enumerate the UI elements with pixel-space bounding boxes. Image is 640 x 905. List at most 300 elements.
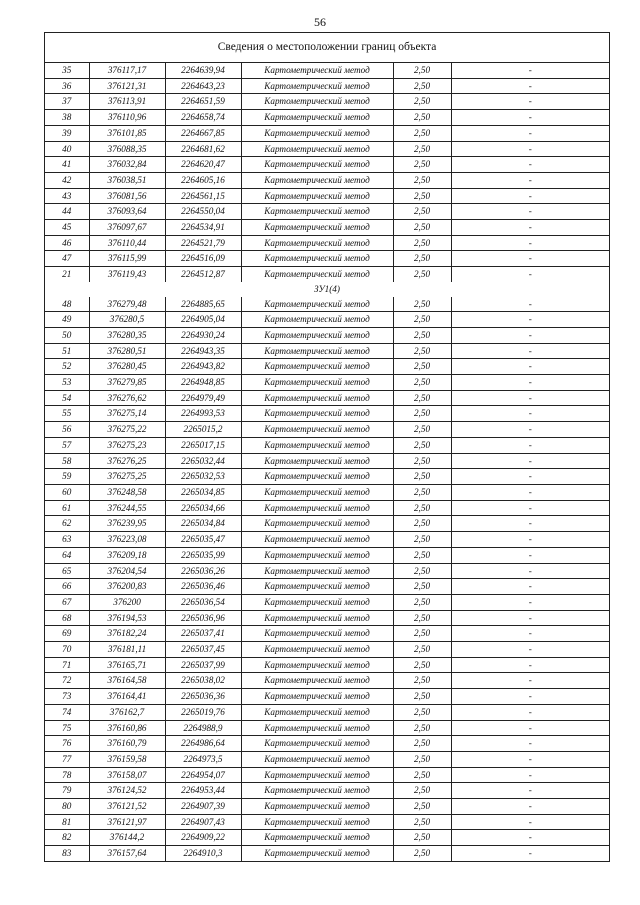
determination-method: Картометрический метод: [241, 673, 393, 689]
accuracy: 2,50: [393, 220, 451, 236]
description: -: [451, 312, 609, 328]
point-number: 80: [45, 799, 89, 815]
table-row: [45, 453, 609, 469]
table-row: [45, 720, 609, 736]
accuracy: 2,50: [393, 141, 451, 157]
coordinate-x: 376276,25: [89, 453, 165, 469]
accuracy: 2,50: [393, 484, 451, 500]
table-row: [45, 110, 609, 126]
description: -: [451, 235, 609, 251]
determination-method: Картометрический метод: [241, 63, 393, 78]
coordinate-x: 376097,67: [89, 220, 165, 236]
description: -: [451, 704, 609, 720]
point-number: 82: [45, 830, 89, 846]
table-row: [45, 469, 609, 485]
point-number: 72: [45, 673, 89, 689]
accuracy: 2,50: [393, 390, 451, 406]
coordinate-y: 2265037,41: [165, 626, 241, 642]
determination-method: Картометрический метод: [241, 453, 393, 469]
accuracy: 2,50: [393, 375, 451, 391]
coordinate-x: 376275,25: [89, 469, 165, 485]
table-row: [45, 422, 609, 438]
table-row: [45, 343, 609, 359]
coordinate-y: 2264953,44: [165, 783, 241, 799]
point-number: 67: [45, 594, 89, 610]
coordinate-x: 376081,56: [89, 188, 165, 204]
description: -: [451, 437, 609, 453]
coordinate-x: 376209,18: [89, 547, 165, 563]
point-number: 73: [45, 689, 89, 705]
determination-method: Картометрический метод: [241, 220, 393, 236]
table-row: [45, 516, 609, 532]
coordinate-x: 376165,71: [89, 657, 165, 673]
coordinate-y: 2264930,24: [165, 327, 241, 343]
description: -: [451, 626, 609, 642]
coordinate-x: 376280,51: [89, 343, 165, 359]
coordinate-y: 2264910,3: [165, 846, 241, 861]
point-number: 50: [45, 327, 89, 343]
coordinate-x: 376182,24: [89, 626, 165, 642]
coordinate-x: 376162,7: [89, 704, 165, 720]
point-number: 78: [45, 767, 89, 783]
coordinate-y: 2265038,02: [165, 673, 241, 689]
point-number: 77: [45, 751, 89, 767]
description: -: [451, 297, 609, 312]
accuracy: 2,50: [393, 63, 451, 78]
accuracy: 2,50: [393, 500, 451, 516]
point-number: 83: [45, 846, 89, 861]
coordinate-y: 2264973,5: [165, 751, 241, 767]
table-row: [45, 297, 609, 312]
point-number: 42: [45, 172, 89, 188]
table-row: [45, 532, 609, 548]
table-row: [45, 125, 609, 141]
table-row: [45, 157, 609, 173]
point-number: 53: [45, 375, 89, 391]
point-number: 71: [45, 657, 89, 673]
table-row: [45, 406, 609, 422]
point-number: 55: [45, 406, 89, 422]
table-row: [45, 610, 609, 626]
determination-method: Картометрический метод: [241, 188, 393, 204]
accuracy: 2,50: [393, 689, 451, 705]
point-number: 48: [45, 297, 89, 312]
table-row: [45, 767, 609, 783]
point-number: 21: [45, 267, 89, 282]
description: -: [451, 767, 609, 783]
determination-method: Картометрический метод: [241, 783, 393, 799]
determination-method: Картометрический метод: [241, 469, 393, 485]
table-row: [45, 327, 609, 343]
coordinate-x: 376121,52: [89, 799, 165, 815]
determination-method: Картометрический метод: [241, 312, 393, 328]
coordinate-x: 376275,23: [89, 437, 165, 453]
point-number: 62: [45, 516, 89, 532]
coordinate-x: 376144,2: [89, 830, 165, 846]
description: -: [451, 673, 609, 689]
coordinate-x: 376200: [89, 594, 165, 610]
description: -: [451, 642, 609, 658]
accuracy: 2,50: [393, 830, 451, 846]
point-number: 59: [45, 469, 89, 485]
description: -: [451, 736, 609, 752]
point-number: 61: [45, 500, 89, 516]
determination-method: Картометрический метод: [241, 110, 393, 126]
section-row: [45, 282, 609, 297]
coordinate-x: 376280,35: [89, 327, 165, 343]
description: -: [451, 720, 609, 736]
coordinate-y: 2265034,85: [165, 484, 241, 500]
point-number: 47: [45, 251, 89, 267]
determination-method: Картометрический метод: [241, 78, 393, 94]
determination-method: Картометрический метод: [241, 375, 393, 391]
coordinate-x: 376101,85: [89, 125, 165, 141]
determination-method: Картометрический метод: [241, 547, 393, 563]
coordinate-y: 2265035,47: [165, 532, 241, 548]
accuracy: 2,50: [393, 157, 451, 173]
point-number: 66: [45, 579, 89, 595]
description: -: [451, 594, 609, 610]
table-row: [45, 251, 609, 267]
coordinate-y: 2265036,46: [165, 579, 241, 595]
coordinate-x: 376280,45: [89, 359, 165, 375]
accuracy: 2,50: [393, 343, 451, 359]
description: -: [451, 94, 609, 110]
table-row: [45, 689, 609, 705]
accuracy: 2,50: [393, 422, 451, 438]
point-number: 49: [45, 312, 89, 328]
point-number: 36: [45, 78, 89, 94]
point-number: 40: [45, 141, 89, 157]
table-row: [45, 267, 609, 282]
table-row: [45, 390, 609, 406]
determination-method: Картометрический метод: [241, 751, 393, 767]
accuracy: 2,50: [393, 204, 451, 220]
accuracy: 2,50: [393, 594, 451, 610]
point-number: 81: [45, 814, 89, 830]
coordinate-y: 2264534,91: [165, 220, 241, 236]
coordinate-y: 2265015,2: [165, 422, 241, 438]
coordinate-y: 2264943,82: [165, 359, 241, 375]
coordinate-y: 2265035,99: [165, 547, 241, 563]
description: -: [451, 814, 609, 830]
coordinate-x: 376275,14: [89, 406, 165, 422]
coordinate-y: 2264907,43: [165, 814, 241, 830]
point-number: 41: [45, 157, 89, 173]
coordinate-x: 376158,07: [89, 767, 165, 783]
coordinate-x: 376121,97: [89, 814, 165, 830]
table-row: [45, 673, 609, 689]
table-row: [45, 814, 609, 830]
description: -: [451, 846, 609, 861]
determination-method: Картометрический метод: [241, 736, 393, 752]
point-number: 65: [45, 563, 89, 579]
coordinate-y: 2264605,16: [165, 172, 241, 188]
description: -: [451, 390, 609, 406]
table-row: [45, 312, 609, 328]
coordinate-x: 376279,85: [89, 375, 165, 391]
description: -: [451, 375, 609, 391]
description: -: [451, 204, 609, 220]
coordinate-x: 376276,62: [89, 390, 165, 406]
table-row: [45, 188, 609, 204]
table-row: [45, 359, 609, 375]
determination-method: Картометрический метод: [241, 94, 393, 110]
table-row: [45, 63, 609, 78]
coordinate-y: 2264516,09: [165, 251, 241, 267]
coordinate-y: 2265017,15: [165, 437, 241, 453]
point-number: 52: [45, 359, 89, 375]
coordinate-y: 2264988,9: [165, 720, 241, 736]
determination-method: Картометрический метод: [241, 657, 393, 673]
accuracy: 2,50: [393, 610, 451, 626]
point-number: 57: [45, 437, 89, 453]
accuracy: 2,50: [393, 642, 451, 658]
coordinate-y: 2264620,47: [165, 157, 241, 173]
table-row: [45, 78, 609, 94]
section-label: ЗУ1(4): [314, 283, 340, 294]
determination-method: Картометрический метод: [241, 626, 393, 642]
determination-method: Картометрический метод: [241, 125, 393, 141]
accuracy: 2,50: [393, 736, 451, 752]
coordinate-x: 376239,95: [89, 516, 165, 532]
point-number: 68: [45, 610, 89, 626]
table-row: [45, 437, 609, 453]
point-number: 64: [45, 547, 89, 563]
accuracy: 2,50: [393, 94, 451, 110]
accuracy: 2,50: [393, 563, 451, 579]
coordinate-y: 2265032,53: [165, 469, 241, 485]
coordinate-x: 376160,86: [89, 720, 165, 736]
coordinate-y: 2264954,07: [165, 767, 241, 783]
accuracy: 2,50: [393, 267, 451, 282]
table-row: [45, 563, 609, 579]
description: -: [451, 500, 609, 516]
accuracy: 2,50: [393, 453, 451, 469]
description: -: [451, 110, 609, 126]
accuracy: 2,50: [393, 297, 451, 312]
determination-method: Картометрический метод: [241, 532, 393, 548]
point-number: 70: [45, 642, 89, 658]
description: -: [451, 343, 609, 359]
determination-method: Картометрический метод: [241, 359, 393, 375]
coordinate-x: 376088,35: [89, 141, 165, 157]
accuracy: 2,50: [393, 359, 451, 375]
description: -: [451, 453, 609, 469]
description: -: [451, 141, 609, 157]
table-row: [45, 830, 609, 846]
description: -: [451, 251, 609, 267]
determination-method: Картометрический метод: [241, 846, 393, 861]
coordinate-y: 2264943,35: [165, 343, 241, 359]
determination-method: Картометрический метод: [241, 500, 393, 516]
table-row: [45, 626, 609, 642]
description: -: [451, 516, 609, 532]
determination-method: Картометрический метод: [241, 204, 393, 220]
coordinate-y: 2264948,85: [165, 375, 241, 391]
coordinate-y: 2264561,15: [165, 188, 241, 204]
determination-method: Картометрический метод: [241, 157, 393, 173]
accuracy: 2,50: [393, 110, 451, 126]
coordinate-y: 2264907,39: [165, 799, 241, 815]
coordinate-y: 2264550,04: [165, 204, 241, 220]
description: -: [451, 783, 609, 799]
determination-method: Картометрический метод: [241, 830, 393, 846]
point-number: 38: [45, 110, 89, 126]
description: -: [451, 78, 609, 94]
accuracy: 2,50: [393, 78, 451, 94]
coordinate-y: 2265032,44: [165, 453, 241, 469]
coordinate-x: 376110,96: [89, 110, 165, 126]
table-row: [45, 500, 609, 516]
coordinate-x: 376204,54: [89, 563, 165, 579]
coordinate-y: 2265037,99: [165, 657, 241, 673]
description: -: [451, 610, 609, 626]
coordinate-y: 2264909,22: [165, 830, 241, 846]
determination-method: Картометрический метод: [241, 327, 393, 343]
coordinate-y: 2264512,87: [165, 267, 241, 282]
determination-method: Картометрический метод: [241, 390, 393, 406]
coordinate-y: 2265036,54: [165, 594, 241, 610]
description: -: [451, 547, 609, 563]
point-number: 54: [45, 390, 89, 406]
point-number: 69: [45, 626, 89, 642]
table-row: [45, 751, 609, 767]
determination-method: Картометрический метод: [241, 235, 393, 251]
determination-method: Картометрический метод: [241, 799, 393, 815]
table-row: [45, 172, 609, 188]
accuracy: 2,50: [393, 437, 451, 453]
description: -: [451, 172, 609, 188]
coordinates-table: [45, 63, 609, 861]
coordinate-x: 376113,91: [89, 94, 165, 110]
coordinate-y: 2264667,85: [165, 125, 241, 141]
determination-method: Картометрический метод: [241, 642, 393, 658]
coordinate-x: 376244,55: [89, 500, 165, 516]
coordinate-x: 376200,83: [89, 579, 165, 595]
coordinate-y: 2264658,74: [165, 110, 241, 126]
description: -: [451, 267, 609, 282]
determination-method: Картометрический метод: [241, 704, 393, 720]
table-row: [45, 94, 609, 110]
coordinate-y: 2264885,65: [165, 297, 241, 312]
coordinate-x: 376248,58: [89, 484, 165, 500]
table-row: [45, 657, 609, 673]
accuracy: 2,50: [393, 125, 451, 141]
coordinate-x: 376038,51: [89, 172, 165, 188]
coordinate-y: 2264639,94: [165, 63, 241, 78]
accuracy: 2,50: [393, 327, 451, 343]
point-number: 46: [45, 235, 89, 251]
coordinate-x: 376119,43: [89, 267, 165, 282]
point-number: 35: [45, 63, 89, 78]
coordinates-table-sheet: [44, 32, 610, 862]
accuracy: 2,50: [393, 188, 451, 204]
accuracy: 2,50: [393, 469, 451, 485]
coordinate-y: 2265034,66: [165, 500, 241, 516]
coordinate-y: 2264643,23: [165, 78, 241, 94]
description: -: [451, 799, 609, 815]
accuracy: 2,50: [393, 846, 451, 861]
coordinate-y: 2265036,96: [165, 610, 241, 626]
coordinate-y: 2265037,45: [165, 642, 241, 658]
point-number: 76: [45, 736, 89, 752]
point-number: 43: [45, 188, 89, 204]
coordinate-x: 376194,53: [89, 610, 165, 626]
determination-method: Картометрический метод: [241, 516, 393, 532]
table-body-group-a: [45, 63, 609, 282]
table-section: [45, 282, 609, 297]
coordinate-y: 2264651,59: [165, 94, 241, 110]
determination-method: Картометрический метод: [241, 484, 393, 500]
coordinate-y: 2264681,62: [165, 141, 241, 157]
description: -: [451, 359, 609, 375]
coordinate-x: 376164,58: [89, 673, 165, 689]
table-row: [45, 799, 609, 815]
description: -: [451, 484, 609, 500]
coordinate-y: 2265019,76: [165, 704, 241, 720]
determination-method: Картометрический метод: [241, 267, 393, 282]
determination-method: Картометрический метод: [241, 141, 393, 157]
accuracy: 2,50: [393, 799, 451, 815]
determination-method: Картометрический метод: [241, 406, 393, 422]
point-number: 44: [45, 204, 89, 220]
accuracy: 2,50: [393, 312, 451, 328]
coordinate-y: 2265036,36: [165, 689, 241, 705]
description: -: [451, 689, 609, 705]
table-row: [45, 547, 609, 563]
coordinate-x: 376279,48: [89, 297, 165, 312]
accuracy: 2,50: [393, 814, 451, 830]
description: -: [451, 532, 609, 548]
page-number: 56: [314, 15, 326, 29]
point-number: 37: [45, 94, 89, 110]
table-row: [45, 484, 609, 500]
coordinate-x: 376275,22: [89, 422, 165, 438]
description: -: [451, 751, 609, 767]
accuracy: 2,50: [393, 720, 451, 736]
coordinate-x: 376159,58: [89, 751, 165, 767]
description: -: [451, 579, 609, 595]
determination-method: Картометрический метод: [241, 297, 393, 312]
coordinate-x: 376280,5: [89, 312, 165, 328]
table-row: [45, 220, 609, 236]
description: -: [451, 406, 609, 422]
point-number: 75: [45, 720, 89, 736]
point-number: 56: [45, 422, 89, 438]
table-row: [45, 579, 609, 595]
determination-method: Картометрический метод: [241, 422, 393, 438]
coordinate-x: 376093,64: [89, 204, 165, 220]
determination-method: Картометрический метод: [241, 814, 393, 830]
determination-method: Картометрический метод: [241, 343, 393, 359]
point-number: 58: [45, 453, 89, 469]
accuracy: 2,50: [393, 516, 451, 532]
determination-method: Картометрический метод: [241, 563, 393, 579]
description: -: [451, 125, 609, 141]
description: -: [451, 563, 609, 579]
accuracy: 2,50: [393, 547, 451, 563]
point-number: 60: [45, 484, 89, 500]
table-row: [45, 594, 609, 610]
coordinate-x: 376032,84: [89, 157, 165, 173]
accuracy: 2,50: [393, 673, 451, 689]
coordinate-x: 376115,99: [89, 251, 165, 267]
description: -: [451, 188, 609, 204]
point-number: 45: [45, 220, 89, 236]
accuracy: 2,50: [393, 235, 451, 251]
accuracy: 2,50: [393, 406, 451, 422]
